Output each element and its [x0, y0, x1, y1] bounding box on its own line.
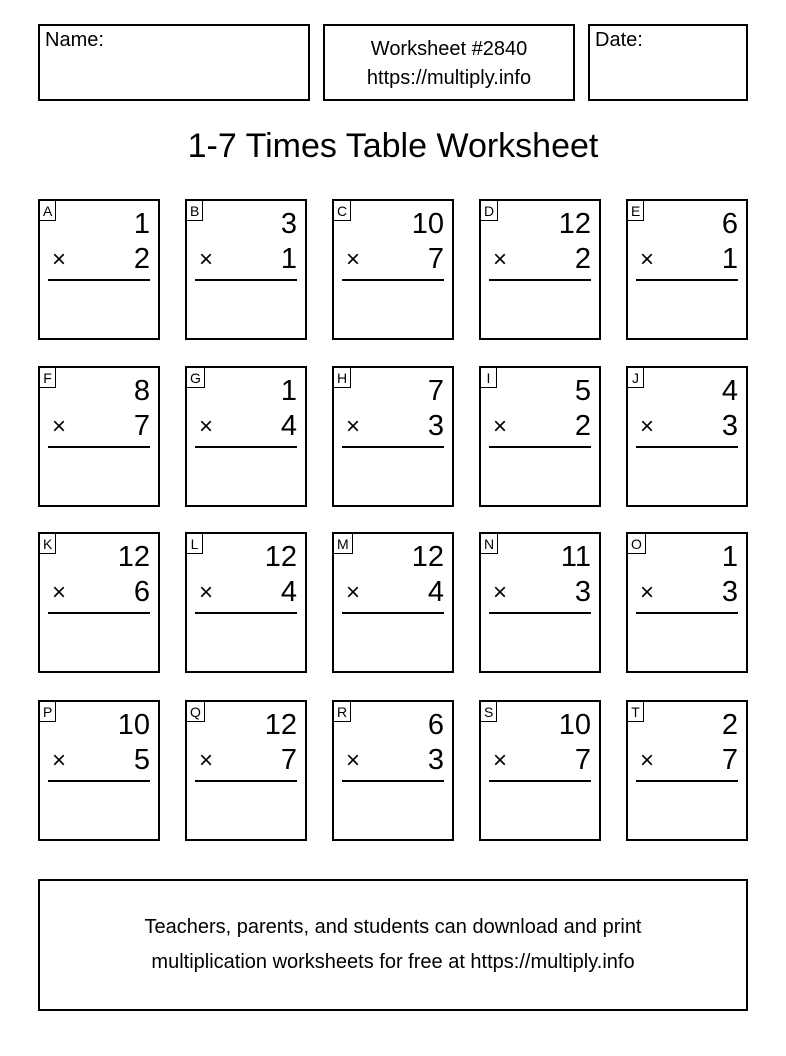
problem-top-number: 4	[721, 375, 738, 407]
worksheet-url: https://multiply.info	[366, 67, 532, 89]
problem-bottom-number: 2	[133, 243, 150, 275]
problem-top-number: 1	[133, 208, 150, 240]
problem-card	[38, 532, 160, 673]
multiply-sign: ×	[199, 579, 214, 606]
problem-bottom-number: 3	[427, 744, 444, 776]
answer-line	[342, 279, 444, 281]
problem-top-number: 12	[411, 541, 444, 573]
problem-top-number: 11	[560, 541, 591, 573]
problem-label: I	[480, 367, 497, 388]
problem-bottom-number: 7	[427, 243, 444, 275]
answer-line	[342, 446, 444, 448]
problem-bottom-number: 3	[721, 410, 738, 442]
problem-top-number: 8	[133, 375, 150, 407]
multiply-sign: ×	[52, 413, 67, 440]
problem-card	[626, 532, 748, 673]
problem-bottom-number: 7	[280, 744, 297, 776]
name-label: Name:	[45, 29, 104, 51]
problem-card	[185, 199, 307, 340]
problem-label: K	[39, 533, 56, 554]
multiply-sign: ×	[640, 246, 655, 273]
date-label: Date:	[595, 29, 643, 51]
problem-card	[479, 366, 601, 507]
problem-top-number: 12	[264, 709, 297, 741]
multiply-sign: ×	[199, 246, 214, 273]
problem-card	[185, 532, 307, 673]
answer-line	[636, 446, 738, 448]
problem-bottom-number: 4	[280, 576, 297, 608]
problem-top-number: 10	[558, 709, 591, 741]
problem-bottom-number: 2	[574, 410, 591, 442]
problem-label: T	[627, 701, 644, 722]
multiply-sign: ×	[52, 747, 67, 774]
problem-label: C	[333, 200, 351, 221]
problem-top-number: 10	[117, 709, 150, 741]
multiply-sign: ×	[346, 579, 361, 606]
problem-top-number: 7	[427, 375, 444, 407]
worksheet-number: Worksheet #2840	[370, 38, 528, 60]
problem-label: E	[627, 200, 644, 221]
problem-bottom-number: 3	[574, 576, 591, 608]
problem-card	[479, 199, 601, 340]
problem-bottom-number: 3	[427, 410, 444, 442]
problem-card	[38, 700, 160, 841]
problem-label: J	[627, 367, 644, 388]
problem-card	[185, 366, 307, 507]
multiply-sign: ×	[52, 246, 67, 273]
footer-note	[38, 879, 748, 1011]
problem-bottom-number: 4	[427, 576, 444, 608]
multiply-sign: ×	[493, 579, 508, 606]
answer-line	[48, 279, 150, 281]
multiply-sign: ×	[493, 747, 508, 774]
problem-top-number: 12	[558, 208, 591, 240]
problem-label: O	[627, 533, 646, 554]
problem-top-number: 6	[721, 208, 738, 240]
problem-label: F	[39, 367, 56, 388]
page-title: 1-7 Times Table Worksheet	[187, 127, 599, 165]
answer-line	[48, 446, 150, 448]
multiply-sign: ×	[346, 747, 361, 774]
problem-bottom-number: 2	[574, 243, 591, 275]
problem-top-number: 1	[280, 375, 297, 407]
answer-line	[195, 446, 297, 448]
problem-card	[332, 366, 454, 507]
answer-line	[342, 612, 444, 614]
problem-card	[185, 700, 307, 841]
multiply-sign: ×	[346, 246, 361, 273]
problem-card	[332, 700, 454, 841]
problem-label: Q	[186, 701, 205, 722]
answer-line	[489, 279, 591, 281]
problem-bottom-number: 7	[133, 410, 150, 442]
answer-line	[489, 612, 591, 614]
problem-bottom-number: 1	[280, 243, 297, 275]
multiply-sign: ×	[199, 413, 214, 440]
problem-bottom-number: 5	[133, 744, 150, 776]
problem-card	[38, 199, 160, 340]
problem-label: L	[186, 533, 203, 554]
footer-line-1: Teachers, parents, and students can download and print	[144, 916, 642, 938]
problem-card	[38, 366, 160, 507]
problem-card	[626, 700, 748, 841]
multiply-sign: ×	[199, 747, 214, 774]
multiply-sign: ×	[493, 413, 508, 440]
problem-card	[332, 532, 454, 673]
answer-line	[195, 279, 297, 281]
problem-top-number: 12	[264, 541, 297, 573]
problem-bottom-number: 7	[574, 744, 591, 776]
problem-top-number: 3	[280, 208, 297, 240]
problem-label: S	[480, 701, 497, 722]
answer-line	[195, 612, 297, 614]
problem-bottom-number: 4	[280, 410, 297, 442]
answer-line	[342, 780, 444, 782]
problem-label: A	[39, 200, 56, 221]
answer-line	[489, 780, 591, 782]
answer-line	[489, 446, 591, 448]
answer-line	[636, 780, 738, 782]
problem-bottom-number: 3	[721, 576, 738, 608]
multiply-sign: ×	[52, 579, 67, 606]
problem-card	[479, 700, 601, 841]
problem-label: M	[333, 533, 353, 554]
problem-label: H	[333, 367, 351, 388]
problem-label: B	[186, 200, 203, 221]
problem-bottom-number: 6	[133, 576, 150, 608]
answer-line	[195, 780, 297, 782]
problem-label: G	[186, 367, 205, 388]
problem-card	[626, 366, 748, 507]
problem-label: N	[480, 533, 498, 554]
footer-line-2: multiplication worksheets for free at https://multiply.info	[151, 951, 635, 973]
multiply-sign: ×	[346, 413, 361, 440]
problem-card	[626, 199, 748, 340]
answer-line	[48, 612, 150, 614]
multiply-sign: ×	[640, 579, 655, 606]
problem-label: R	[333, 701, 351, 722]
problem-top-number: 1	[721, 541, 738, 573]
problem-top-number: 6	[427, 709, 444, 741]
answer-line	[636, 279, 738, 281]
problem-top-number: 12	[117, 541, 150, 573]
problem-card	[332, 199, 454, 340]
problem-label: D	[480, 200, 498, 221]
problem-card	[479, 532, 601, 673]
multiply-sign: ×	[493, 246, 508, 273]
problem-bottom-number: 7	[721, 744, 738, 776]
problem-bottom-number: 1	[721, 243, 738, 275]
problem-label: P	[39, 701, 56, 722]
multiply-sign: ×	[640, 413, 655, 440]
multiply-sign: ×	[640, 747, 655, 774]
problem-top-number: 10	[411, 208, 444, 240]
problem-top-number: 5	[574, 375, 591, 407]
problem-top-number: 2	[721, 709, 738, 741]
answer-line	[48, 780, 150, 782]
answer-line	[636, 612, 738, 614]
